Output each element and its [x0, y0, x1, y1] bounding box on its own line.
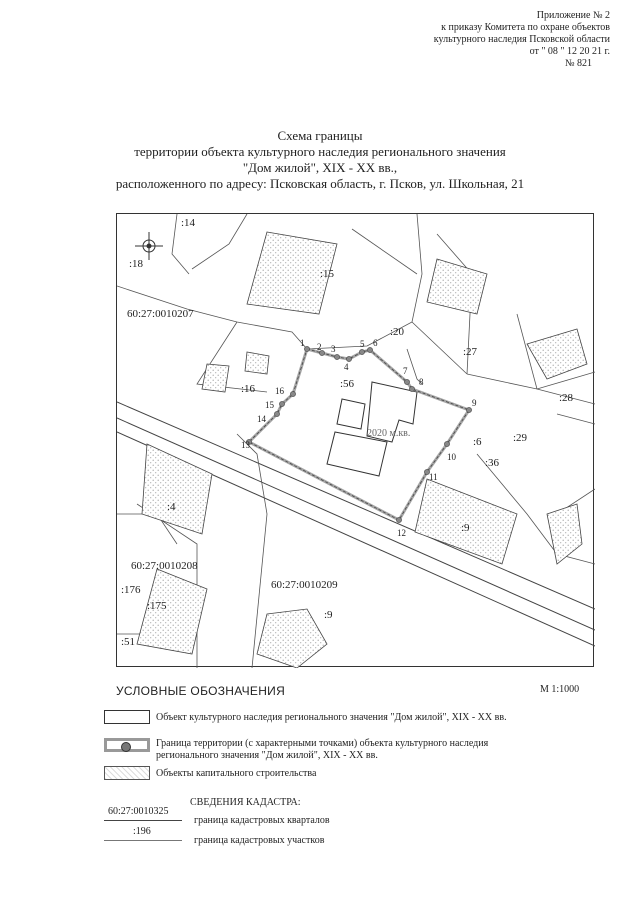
legend-territory-boundary-line1: Граница территории (с характерными точками) объекта культурного наследия: [156, 738, 489, 749]
point-label-1: 1: [300, 338, 305, 348]
territory-boundary-symbol: [104, 738, 150, 752]
territory-area-label: 2020 м.кв.: [367, 428, 411, 439]
parcel-label-14: :14: [181, 217, 196, 229]
point-label-3: 3: [331, 344, 336, 354]
parcel-label-9-east: :9: [461, 522, 470, 534]
point-label-16: 16: [275, 386, 284, 396]
point-label-12: 12: [397, 528, 406, 538]
parcel-label-27: :27: [463, 346, 478, 358]
parcel-label-6: :6: [473, 436, 482, 448]
quarter-label-0010208: 60:27:0010208: [131, 560, 198, 572]
parcel-label-176: :176: [121, 584, 141, 596]
point-label-7: 7: [403, 366, 408, 376]
cadastre-quarter-number: 60:27:0010325: [108, 806, 169, 817]
point-label-4: 4: [344, 362, 349, 372]
quarter-boundary-line: [104, 820, 182, 821]
parcel-label-15: :15: [320, 268, 335, 280]
cadastral-map: [116, 213, 594, 667]
cadastre-parcel-text: граница кадастровых участков: [194, 835, 325, 846]
cadastre-parcel-number: :196: [133, 826, 151, 837]
committee-name: культурного наследия Псковской области: [433, 34, 610, 45]
point-label-5: 5: [360, 339, 365, 349]
parcel-label-18: :18: [129, 258, 144, 270]
point-label-13: 13: [241, 440, 250, 450]
parcel-label-51: :51: [121, 636, 136, 648]
parcel-label-20: :20: [390, 326, 405, 338]
heritage-object-symbol: [104, 710, 150, 724]
legend-heritage-object: Объект культурного наследия регионального значения "Дом жилой", XIX - XX вв.: [156, 712, 507, 723]
parcel-label-36: :36: [485, 457, 500, 469]
parcel-label-56: :56: [340, 378, 355, 390]
parcel-label-16: :16: [241, 383, 256, 395]
point-label-9: 9: [472, 398, 477, 408]
point-label-2: 2: [317, 342, 322, 352]
point-label-15: 15: [265, 400, 274, 410]
parcel-label-28: :28: [559, 392, 574, 404]
scheme-subtitle-1: территории объекта культурного наследия регионального значения: [134, 144, 506, 159]
parcel-label-29: :29: [513, 432, 528, 444]
legend-territory-boundary-line2: регионального значения "Дом жилой", XIX - XX вв.: [156, 750, 378, 761]
point-label-8: 8: [419, 377, 424, 387]
scheme-subtitle-2: "Дом жилой", XIX - XX вв.,: [242, 160, 398, 175]
appendix-number: Приложение № 2: [536, 10, 610, 21]
parcel-label-4: :4: [167, 501, 176, 513]
order-reference: к приказу Комитета по охране объектов: [441, 22, 610, 33]
cadastre-quarter-text: граница кадастровых кварталов: [194, 815, 330, 826]
capital-construction-symbol: [104, 766, 150, 780]
legend-capital-construction: Объекты капитального строительства: [156, 768, 317, 779]
north-arrow-icon: [135, 232, 163, 260]
point-label-14: 14: [257, 414, 266, 424]
order-date: от " 08 " 12 20 21 г.: [529, 46, 610, 57]
scheme-address: расположенного по адресу: Псковская область, г. Псков, ул. Школьная, 21: [115, 176, 525, 191]
quarter-label-0010209: 60:27:0010209: [271, 579, 338, 591]
parcel-label-9-south: :9: [324, 609, 333, 621]
scheme-title: Схема границы: [277, 128, 363, 143]
parcel-label-175: :175: [147, 600, 167, 612]
point-label-6: 6: [373, 338, 378, 348]
point-label-11: 11: [429, 472, 438, 482]
order-number: № 821: [564, 58, 592, 69]
map-scale: М 1:1000: [540, 684, 580, 695]
legend-title: УСЛОВНЫЕ ОБОЗНАЧЕНИЯ: [116, 684, 286, 698]
parcel-boundary-line: [104, 840, 182, 841]
quarter-label-0010207: 60:27:0010207: [127, 308, 194, 320]
point-label-10: 10: [447, 452, 456, 462]
cadastre-title: СВЕДЕНИЯ КАДАСТРА:: [190, 797, 301, 808]
